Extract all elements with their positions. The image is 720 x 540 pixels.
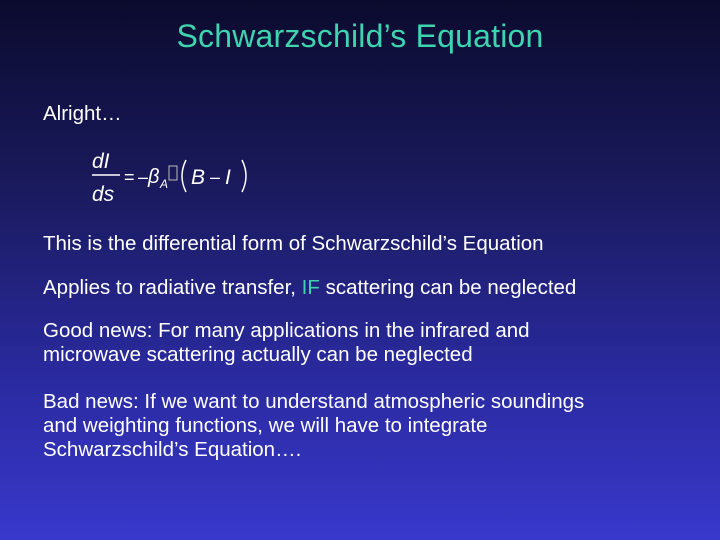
- intro-text: Alright…: [43, 102, 122, 125]
- eq-subscript: A: [160, 177, 169, 191]
- schwarzschild-equation: [90, 146, 270, 208]
- good-news-text: [43, 319, 693, 367]
- bad-news-line-1: Bad news: If we want to understand atmospheric soundings: [43, 390, 585, 413]
- eq-minus: –: [210, 167, 221, 187]
- good-news-line-1: Good news: For many applications in the infrared and: [43, 319, 530, 342]
- equation-graphic: [90, 146, 270, 208]
- slide-title: Schwarzschild’s Equation: [176, 18, 544, 54]
- eq-equals: =: [124, 167, 135, 187]
- eq-numerator: dI: [92, 150, 110, 173]
- eq-i: I: [225, 166, 231, 189]
- if-highlight: IF: [301, 276, 320, 299]
- eq-b: B: [191, 166, 206, 189]
- bad-news-line-2: and weighting functions, we will have to integrate: [43, 414, 488, 437]
- bad-news-line-3: Schwarzschild’s Equation….: [43, 438, 302, 461]
- good-news-line-2: microwave scattering actually can be neglected: [43, 343, 473, 366]
- applies-before: Applies to radiative transfer,: [43, 276, 302, 299]
- applies-after: scattering can be neglected: [319, 276, 577, 299]
- eq-beta: β: [148, 166, 160, 188]
- eq-denominator: ds: [92, 183, 115, 206]
- eq-close-paren: [242, 160, 246, 192]
- differential-form-text: This is the differential form of Schwarzschild’s Equation: [43, 232, 544, 255]
- bad-news-text: [43, 390, 693, 462]
- eq-open-paren: [182, 160, 186, 192]
- eq-missing-glyph: [169, 166, 177, 180]
- applies-text: [43, 276, 693, 300]
- eq-minus-sign: –: [138, 167, 149, 187]
